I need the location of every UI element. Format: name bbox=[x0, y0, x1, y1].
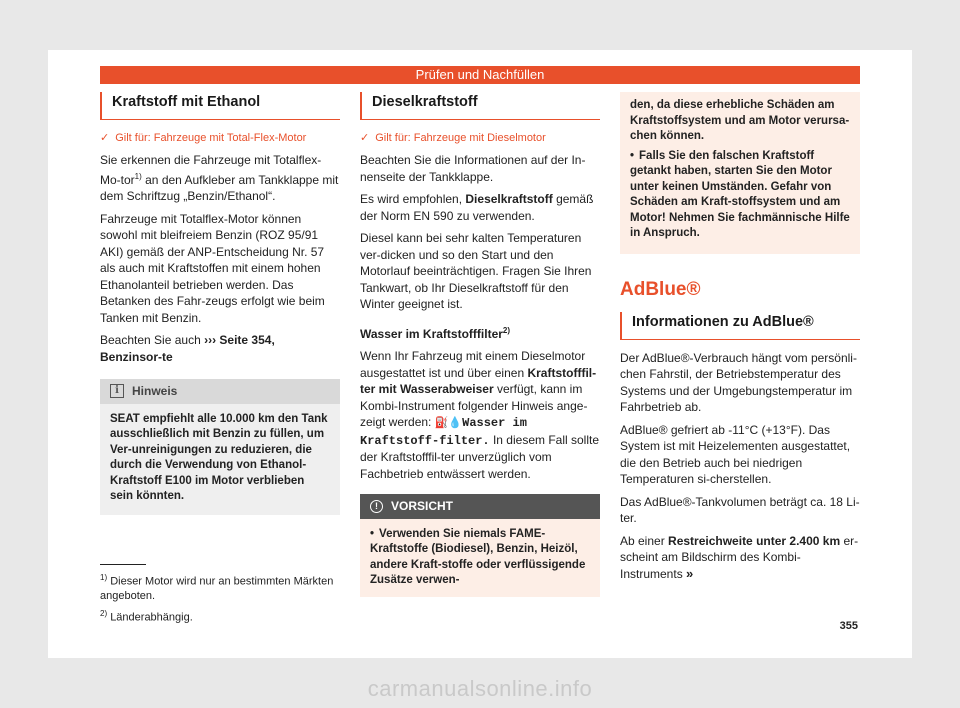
note-box bbox=[100, 379, 340, 515]
column-ethanol bbox=[100, 92, 340, 515]
paragraph: Fahrzeuge mit Totalflex-Motor können sowohl mit bleifreiem Benzin (ROZ 95/91 AKI) gemäß der ANP-Entscheidung Nr. 57 als auch mit Kraftstoffen mit einem hohen Ethanolanteil betrieben werden. Das Betanken des Fahr-zeugs erfolgt wie beim Tanken mit Benzin. bbox=[100, 211, 325, 325]
column-diesel bbox=[360, 92, 600, 597]
paragraph: Es wird empfohlen, Dieselkraftstoff gemäß der Norm EN 590 zu verwenden. bbox=[360, 192, 594, 223]
paragraph: Sie erkennen die Fahrzeuge mit Totalflex-Mo-tor$^{1)}$ an den Aufkleber am Tankklappe mit dem Schriftzug „Benzin/Ethanol“. bbox=[100, 153, 339, 203]
chapter-header: Prüfen und Nachfüllen bbox=[100, 66, 860, 84]
applies-to-flex bbox=[100, 130, 340, 147]
water-filter-warning-icon: ⛽💧 bbox=[434, 417, 463, 429]
bullet-icon: • bbox=[370, 527, 375, 540]
paragraph: Beachten Sie die Informationen auf der In-nenseite der Tankklappe. bbox=[360, 153, 586, 184]
page-reference-link[interactable]: ››› Seite 354, Benzinsor-te bbox=[100, 333, 275, 364]
section-heading-adblue: Informationen zu AdBlue® bbox=[620, 312, 860, 340]
paragraph: AdBlue® gefriert ab -11°C (+13°F). Das System ist mit Heizelementen ausgestattet, die den Betrieb auch bei niedrigen Temperaturen si-cherstellen. bbox=[620, 422, 851, 486]
bullet-icon: • bbox=[630, 149, 635, 162]
applies-text: Gilt für: Fahrzeuge mit Total-Flex-Motor bbox=[115, 131, 307, 144]
paragraph: Der AdBlue®-Verbrauch hängt vom persönli-chen Fahrstil, der Betriebstemperatur des Systems und der Umgebungstemperatur im Fahrbetrieb ab. bbox=[620, 350, 857, 414]
applies-to-diesel bbox=[360, 130, 600, 147]
caution-box bbox=[360, 494, 600, 597]
caution-title: VORSICHT bbox=[391, 499, 454, 513]
paragraph: Beachten Sie auch ››› Seite 354, Benzinsor-te bbox=[100, 333, 275, 364]
paragraph: Ab einer Restreichweite unter 2.400 km er-scheint am Bildschirm des Kombi-Instruments » bbox=[620, 533, 859, 581]
display-message: Wasser im Kraftstoff-filter. bbox=[360, 416, 527, 448]
caution-bullet: • Falls Sie den falschen Kraftstoff getankt haben, starten Sie den Motor unter keinen Umständen. Gefahr von Schäden am Kraft-stoffsystem und am Motor! Nehmen Sie fachmännische Hilfe in Anspruch. bbox=[630, 149, 850, 239]
caution-text-cont: den, da diese erhebliche Schäden am Kraftstoffsystem und am Motor verursa-chen können. bbox=[630, 99, 850, 142]
sub-heading-water-filter: Wasser im Kraftstofffilter$^{2)}$ bbox=[360, 325, 511, 341]
footnote-ref[interactable]: 2) bbox=[502, 325, 511, 335]
chapter-heading-adblue: AdBlue® bbox=[620, 278, 701, 300]
check-icon: ✓ bbox=[100, 131, 110, 144]
footnote-2: $^{2)}$ Länderabhängig. bbox=[100, 608, 193, 624]
check-icon: ✓ bbox=[360, 131, 370, 144]
footnote-1: $^{1)}$ Dieser Motor wird nur an bestimmten Märkten angeboten. bbox=[100, 573, 334, 603]
caution-header bbox=[360, 494, 600, 519]
note-header bbox=[100, 379, 340, 404]
watermark: carmanualsonline.info bbox=[367, 676, 593, 701]
footnote-ref[interactable]: 1) bbox=[134, 171, 142, 181]
footnotes bbox=[100, 564, 340, 628]
section-heading-ethanol: Kraftstoff mit Ethanol bbox=[100, 92, 340, 120]
section-heading-diesel: Dieselkraftstoff bbox=[360, 92, 600, 120]
continue-arrow-icon: » bbox=[686, 565, 694, 581]
caution-continuation bbox=[620, 92, 860, 254]
info-icon: i bbox=[110, 384, 124, 398]
applies-text: Gilt für: Fahrzeuge mit Dieselmotor bbox=[375, 131, 546, 144]
note-text: SEAT empfiehlt alle 10.000 km den Tank ausschließlich mit Benzin zu füllen, um Ver-unreinigungen zu reduzieren, die durch die Verwendung von Ethanol-Kraftstoff E100 im Motor verblieben sein könnten. bbox=[110, 412, 328, 502]
paragraph: Wenn Ihr Fahrzeug mit einem Dieselmotor ausgestattet ist und über einen Kraftstofffil-ter mit Wasserabweiser verfügt, kann im Kombi-Instrument folgender Hinweis ange-zeigt werden: ⛽💧Wasser im Kraftstoff-filter. In diesem Fall sollte der Kraftstofffil-ter unverzüglich vom Fachbetrieb entwässert werden. bbox=[360, 349, 600, 481]
page-number: 355 bbox=[839, 620, 858, 632]
footnote-rule bbox=[100, 564, 146, 565]
note-title: Hinweis bbox=[132, 384, 178, 398]
paragraph: Das AdBlue®-Tankvolumen beträgt ca. 18 Li-ter. bbox=[620, 494, 860, 525]
column-adblue bbox=[620, 92, 860, 588]
paragraph: Diesel kann bei sehr kalten Temperaturen ver-dicken und so den Start und den Motorlauf beeinträchtigen. Fragen Sie Ihren Tankwart, ob Ihr Dieselkraftstoff für den Winter geeignet ist. bbox=[360, 231, 592, 311]
caution-icon: ! bbox=[370, 500, 383, 513]
caution-text: • Verwenden Sie niemals FAME-Kraftstoffe (Biodiesel), Benzin, Heizöl, andere Kraft-stoffe oder verflüssigende Zusätze verwen- bbox=[370, 527, 586, 586]
